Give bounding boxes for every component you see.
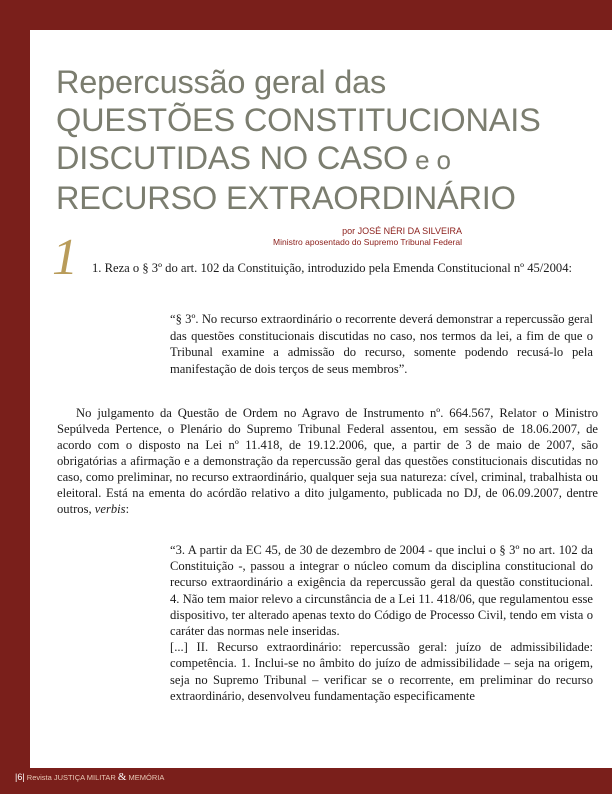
page-number: |6| — [15, 772, 25, 782]
paragraph-2-end: : — [125, 502, 130, 516]
block-quote-2-part-a: “3. A partir da EC 45, de 30 de dezembro de 2004 - que inclui o § 3º no art. 102 da Constituição -, passou a integrar o núcleo comum da disciplina constitucional do recurso extraordinário a exigência da repercussão geral da questão constitucional. 4. Não tem maior relevo a circunstância de a Lei 11. 418/06, que regulamentou esse dispositivo, ter alterado apenas texto do Código de Processo Civil, tendo em vista o caráter das normas nele inseridas. — [170, 543, 593, 639]
block-quote-2-part-b: [...] II. Recurso extraordinário: repercussão geral: juízo de admissibilidade: competência. 1. Inclui-se no âmbito do juízo de admissibilidade – seja na origem, seja no Supremo Tribunal – verificar se o recorrente, em preliminar do recurso extraordinário, desenvolveu fundamentação especificamente — [170, 640, 593, 703]
byline-role: Ministro aposentado do Supremo Tribunal Federal — [273, 237, 462, 247]
byline-author: por JOSÉ NÉRI DA SILVEIRA — [342, 226, 462, 236]
title-line-3-tail: e o — [408, 145, 451, 175]
paragraph-2 — [57, 405, 598, 517]
paragraph-2-verbis: verbis — [94, 502, 126, 516]
page-footer — [15, 771, 164, 783]
block-quote-2 — [170, 542, 593, 704]
ampersand: & — [117, 771, 127, 783]
block-quote-1: “§ 3º. No recurso extraordinário o recorrente deverá demonstrar a repercussão geral das questões constitucionais discutidas no caso, nos termos da lei, a fim de que o Tribunal examine a admissão do recurso, somente podendo recusá-lo pela manifestação de dois terços de seus membros”. — [170, 312, 593, 377]
title-line-3 — [56, 139, 596, 179]
article-title — [56, 63, 596, 217]
drop-cap: 1 — [52, 229, 78, 286]
magazine-name: Revista JUSTIÇA MILITAR — [24, 773, 118, 782]
page-sheet — [30, 30, 612, 768]
title-line-3-main: DISCUTIDAS NO CASO — [56, 140, 409, 176]
paragraph-1: 1. Reza o § 3º do art. 102 da Constituição, introduzido pela Emenda Constitucional nº 45/2004: — [92, 261, 572, 275]
paragraph-2-main: No julgamento da Questão de Ordem no Agravo de Instrumento nº. 664.567, Relator o Ministro Sepúlveda Pertence, o Plenário do Supremo Tribunal Federal assentou, em sessão de 18.06.2007, de acordo com o disposto na Lei nº 11.418, de 19.12.2006, que, a partir de 3 de maio de 2007, são obrigatórias a afirmação e a demonstração da repercussão geral das questões constitucionais discutidas no caso, como preliminar, no recurso extraordinário, qualquer seja sua natureza: cível, criminal, trabalhista ou eleitoral. Está na ementa do acórdão relativo a dito julgamento, publicada no DJ, de 06.09.2007, dentre outros, — [57, 406, 598, 516]
magazine-memoria: MEMÓRIA — [126, 773, 165, 782]
title-line-4: RECURSO EXTRAORDINÁRIO — [56, 180, 516, 216]
title-line-1: Repercussão geral das — [56, 64, 387, 100]
byline — [273, 226, 462, 248]
title-line-2: QUESTÕES CONSTITUCIONAIS — [56, 102, 541, 138]
